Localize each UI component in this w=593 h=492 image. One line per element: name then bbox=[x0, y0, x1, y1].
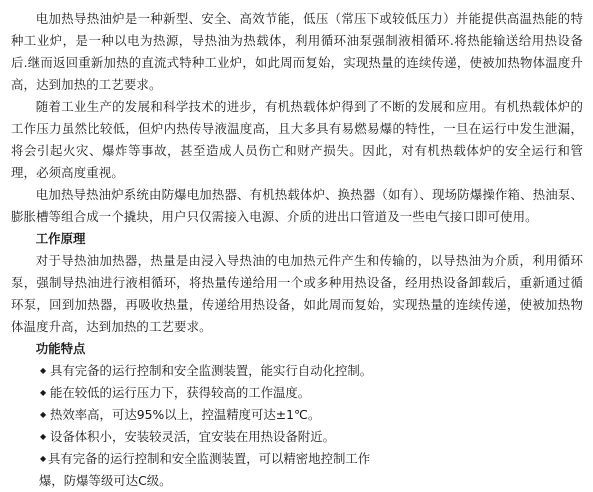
features-list bbox=[11, 360, 583, 492]
diamond-bullet-icon: ◆ bbox=[40, 454, 47, 463]
features-heading: 功能特点 bbox=[35, 341, 86, 356]
feature-item bbox=[11, 404, 583, 426]
feature-item bbox=[11, 448, 583, 492]
feature-text: 设备体积小，安装较灵活，宜安装在用热设备附近。 bbox=[50, 429, 335, 444]
feature-text: 具有完备的运行控制和安全监测装置，能实行自动化控制。 bbox=[50, 363, 373, 378]
feature-item bbox=[11, 382, 583, 404]
feature-item bbox=[11, 426, 583, 448]
feature-item bbox=[11, 360, 583, 382]
feature-text: 能在较低的运行压力下，获得较高的工作温度。 bbox=[50, 385, 311, 400]
development-paragraph: 随着工业生产的发展和科学技术的进步，有机热载体炉得到了不断的发展和应用。有机热载体炉的工作压力虽然比较低，但炉内热传导液温度高，且大多具有易燃易爆的特性，一旦在运行中发生泄漏，将会引起火灾、爆炸等事故，甚至造成人员伤亡和财产损失。因此，对有机热载体炉的安全运行和管理，必须高度重视。 bbox=[11, 99, 583, 180]
intro-paragraph: 电加热导热油炉是一种新型、安全、高效节能，低压（常压下或较低压力）并能提供高温热能的特种工业炉，是一种以电为热源，导热油为热载体，利用循环油泵强制液相循环.将热能输送给用热设备后.继而返回重新加热的直流式特种工业炉，如此周而复始，实现热量的连续传递，使被加热物体温度升高，达到加热的工艺要求。 bbox=[11, 11, 583, 92]
system-composition-paragraph: 电加热导热油炉系统由防爆电加热器、有机热载体炉、换热器（如有）、现场防爆操作箱、热油泵、膨胀槽等组合成一个撬块，用户只仅需接入电源、介质的进出口管道及一些电气接口即可使用。 bbox=[11, 187, 583, 224]
working-principle-heading: 工作原理 bbox=[35, 231, 86, 246]
feature-text-continuation: 爆，防爆等级可达C级。 bbox=[39, 473, 172, 488]
feature-text: 具有完备的运行控制和安全监测装置，可以精密地控制工作 bbox=[48, 451, 371, 466]
diamond-bullet-icon: ◆ bbox=[40, 366, 47, 375]
diamond-bullet-icon: ◆ bbox=[40, 432, 47, 441]
diamond-bullet-icon: ◆ bbox=[40, 410, 47, 419]
feature-text: 热效率高，可达95%以上，控温精度可达±1℃。 bbox=[50, 407, 321, 422]
diamond-bullet-icon: ◆ bbox=[40, 388, 47, 397]
working-principle-paragraph: 对于导热油加热器，热量是由浸入导热油的电加热元件产生和传输的，以导热油为介质，利用循环泵，强制导热油进行液相循环，将热量传递给用一个或多种用热设备，经用热设备卸载后，重新通过循环泵，回到加热器，再吸收热量，传递给用热设备，如此周而复始，实现热量的连续传递，使被加热物体温度升高，达到加热的工艺要求。 bbox=[11, 253, 583, 334]
